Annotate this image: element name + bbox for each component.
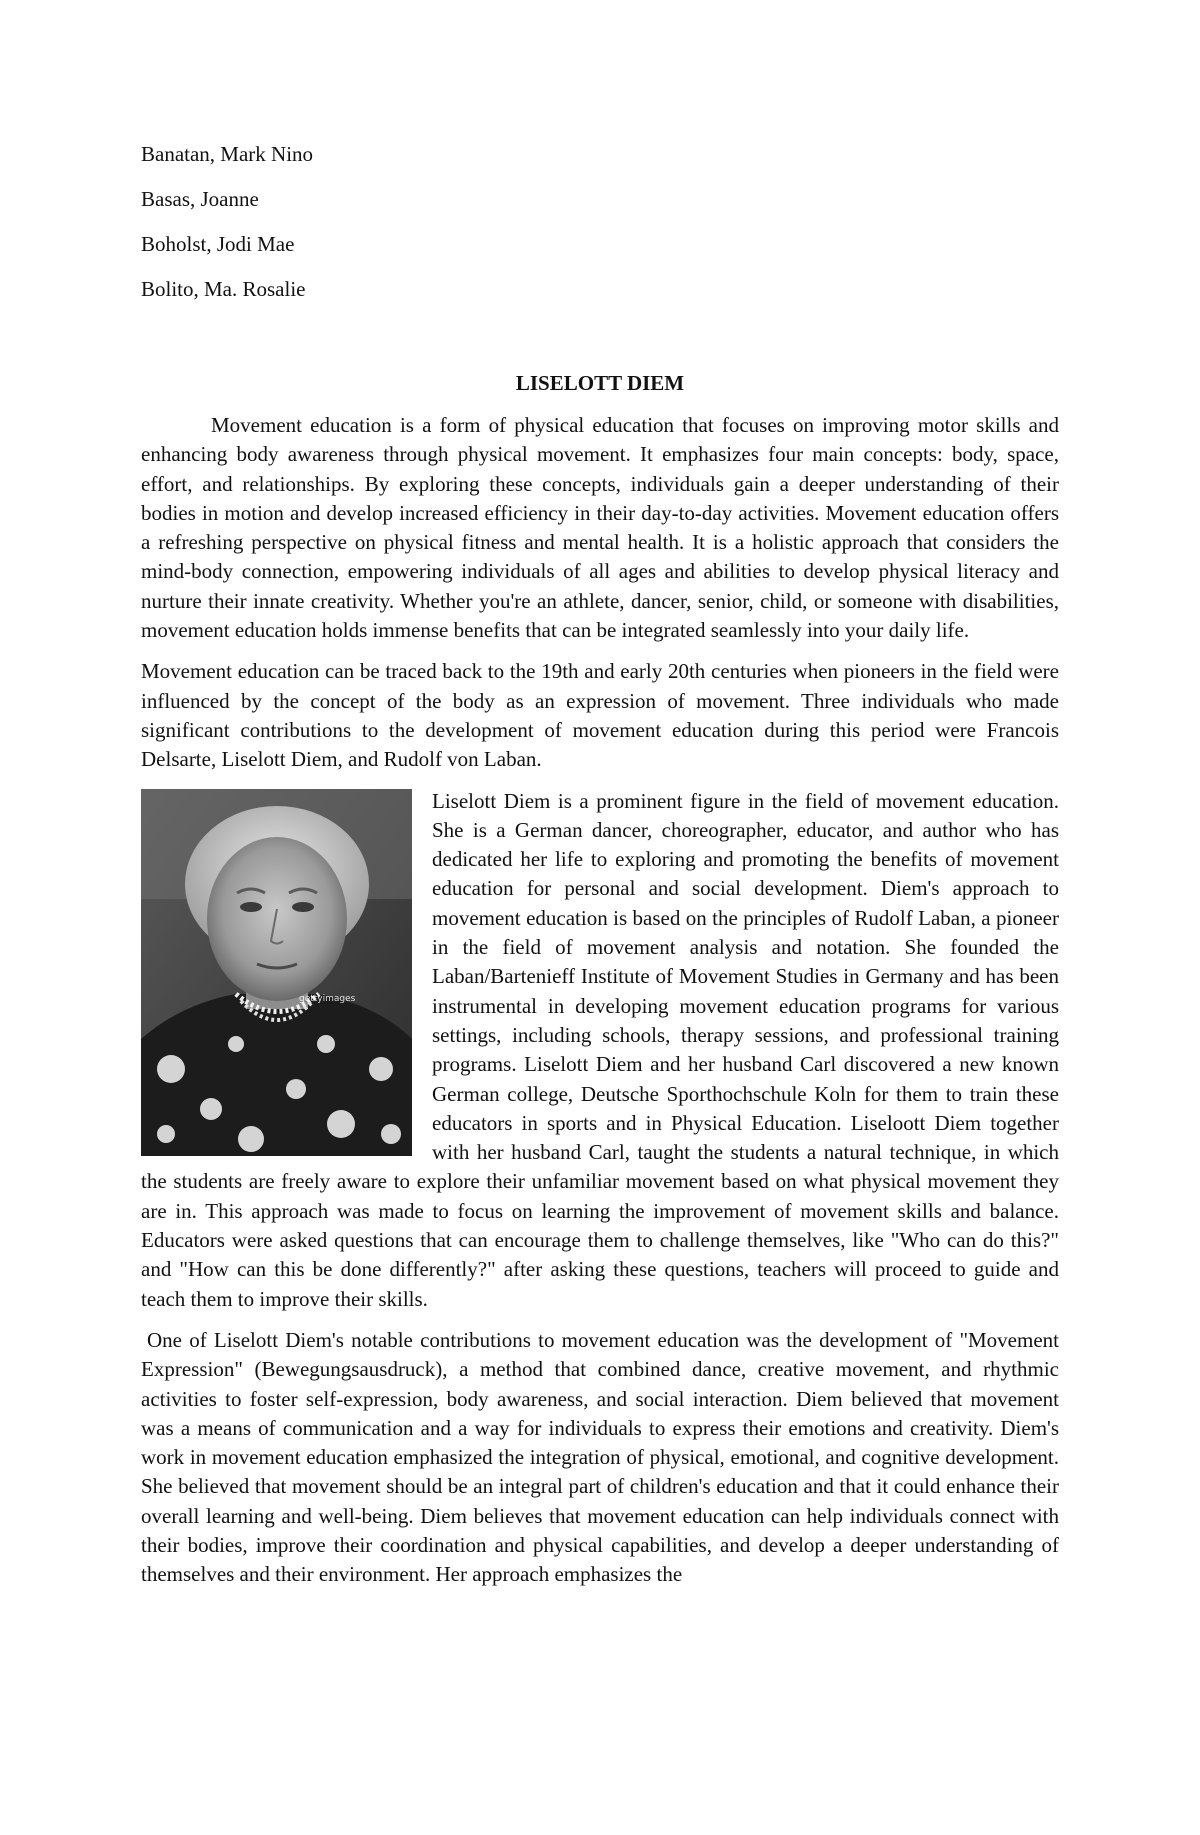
paragraph-contributions: One of Liselott Diem's notable contributions to movement education was the development of "Movement Expression" (Bewegungsausdruck), a method that combined dance, creative movement, and rhythmic activities to foster self-expression, body awareness, and social interaction. Diem believed that movement was a means of communication and a way for individuals to express their emotions and creativity. Diem's work in movement education emphasized the integration of physical, emotional, and cognitive development. She believed that movement should be an integral part of children's education and that it could enhance their overall learning and well-being. Diem believes that movement education can help individuals connect with their bodies, improve their coordination and physical capabilities, and develop a deeper understanding of themselves and their environment. Her approach emphasizes the — [141, 1327, 1059, 1587]
author-list — [141, 141, 313, 321]
author-name: Basas, Joanne — [141, 187, 259, 211]
document-body — [141, 411, 1059, 1602]
author-name: Banatan, Mark Nino — [141, 142, 314, 166]
paragraph-biography: Liselott Diem is a prominent figure in the field of movement education. She is a German dancer, choreographer, educator, and author who has dedicated her life to exploring and promoting the benefits of movement education for personal and social development. Diem's approach to movement education is based on the principles of Rudolf Laban, a pioneer in the field of movement analysis and notation. She founded the Laban/Bartenieff Institute of Movement Studies in Germany and has been instrumental in developing movement education programs for various settings, including schools, therapy sessions, and professional training programs. Liselott Diem and her husband Carl discovered a new known German college, Deutsche Sporthochschule Koln for them to train these educators in sports and in Physical Education. Liseloott Diem together with her husband Carl, taught the students a natural technique, in which the students are freely aware to explore their unfamiliar movement based on what physical movement they are in. This approach was made to focus on learning the improvement of movement skills and balance. Educators were asked questions that can encourage them to challenge themselves, like "Who can do this?" and "How can this be done differently?" after asking these questions, teachers will proceed to guide and teach them to improve their skills. — [141, 788, 1059, 1311]
author-name: Boholst, Jodi Mae — [141, 232, 295, 256]
watermark-text: gettyimages — [299, 993, 356, 1004]
paragraph-intro: Movement education is a form of physical education that focuses on improving motor skills and enhancing body awareness through physical movement. It emphasizes four main concepts: body, space, effort, and relationships. By exploring these concepts, individuals gain a deeper understanding of their bodies in motion and develop increased efficiency in their day-to-day activities. Movement education offers a refreshing perspective on physical fitness and mental health. It is a holistic approach that considers the mind-body connection, empowering individuals of all ages and abilities to develop physical literacy and nurture their innate creativity. Whether you're an athlete, dancer, senior, child, or someone with disabilities, movement education holds immense benefits that can be integrated seamlessly into your daily life. — [141, 413, 1059, 643]
paragraph-history: Movement education can be traced back to the 19th and early 20th centuries when pioneers in the field were influenced by the concept of the body as an expression of movement. Three individuals who made significant contributions to the development of movement education during this period were Francois Delsarte, Liselott Diem, and Rudolf von Laban. — [141, 659, 1059, 772]
author-name: Bolito, Ma. Rosalie — [141, 277, 306, 301]
document-title: LISELOTT DIEM — [515, 371, 685, 395]
liselott-diem-photo — [141, 789, 412, 1156]
portrait-image — [141, 789, 412, 1156]
